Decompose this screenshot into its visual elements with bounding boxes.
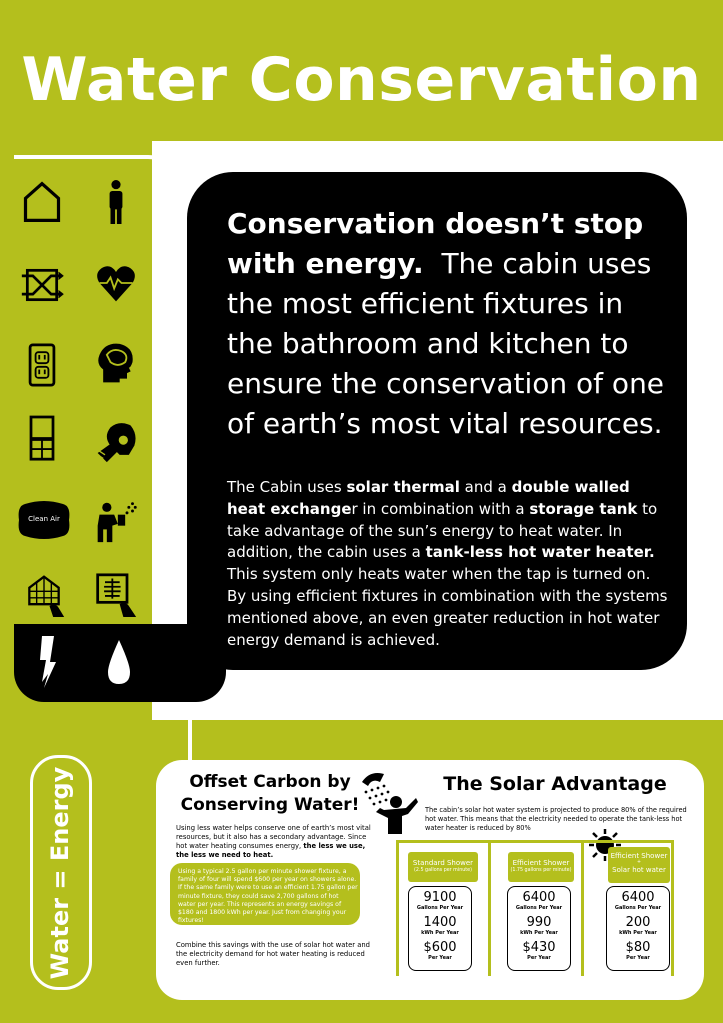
cough-icon	[94, 416, 138, 468]
clean-air-icon	[17, 498, 71, 542]
comparison-divider-3	[581, 840, 584, 976]
comparison-top-bar	[396, 840, 674, 843]
efficient-data-box: 6400 Gallons Per Year 990 kWh Per Year $430 Per Year	[507, 886, 571, 971]
page-title: Water Conservation	[21, 45, 702, 115]
water-drop-icon[interactable]	[104, 634, 134, 690]
solar-data-box: 6400 Gallons Per Year 200 kWh Per Year $80 Per Year	[606, 886, 670, 971]
offset-body-2: Combine this savings with the use of solar hot water and the electricity demand for hot water heating is reduced even further.	[176, 941, 370, 967]
lightning-icon[interactable]	[32, 634, 62, 690]
outlet-icon	[20, 339, 64, 391]
offset-body: Using less water helps conserve one of earth’s most vital resources, but it also has a secondary advantage. Since hot water heating consumes energy, the less we use, the less we need to heat.	[176, 824, 371, 859]
heart-icon	[94, 257, 138, 309]
headline-bold: Conservation doesn’t stop with energy.	[227, 207, 644, 280]
brain-icon	[94, 338, 138, 390]
comparison-divider-1	[396, 840, 399, 976]
headline	[227, 204, 667, 444]
efficient-shower-label: Efficient Shower (1.75 gallons per minute)	[508, 852, 574, 882]
xray-icon	[94, 569, 138, 621]
solar-shower-label: Efficient Shower + Solar hot water	[608, 847, 670, 883]
standard-shower-label: Standard Shower (2.5 gallons per minute)	[408, 852, 478, 882]
solar-body: The cabin’s solar hot water system is projected to produce 80% of the required hot water. This means that the electricity needed to operate the tank-less hot water heater is reduced by 80%	[425, 806, 687, 832]
side-label: Water = Energy	[46, 766, 74, 980]
offset-title: Offset Carbon by Conserving Water!	[180, 772, 360, 815]
headline-text: The cabin uses the most efficient fixtures in the bathroom and kitchen to ensure the conservation of one of earth’s most vital resources.	[227, 247, 665, 440]
comparison-divider-2	[488, 840, 491, 976]
greenhouse-icon	[22, 569, 66, 621]
savings-callout-text: Using a typical 2.5 gallon per minute shower fixture, a family of four will spend $600 per year on showers alone. If the same family were to use an efficient 1.75 gallon per minute fixture, they could save 2,700 gallons of hot water per year. This represents an energy savings of $180 and 1800 kWh per year. Just from changing your fixtures!	[178, 868, 358, 925]
comparison-divider-4	[671, 840, 674, 976]
body-paragraph: The Cabin uses solar thermal and a double walled heat exchanger in combination with a storage tank to take advantage of the sun’s energy to heat water. In addition, the cabin uses a tank-less hot water heater. This system only heats water when the tap is turned on. By using efficient fixtures in combination with the systems mentioned above, an even greater reduction in hot water energy demand is achieved.	[227, 478, 668, 649]
spray-icon	[94, 496, 138, 548]
window-icon	[20, 413, 64, 465]
standard-data-box: 9100 Gallons Per Year 1400 kWh Per Year $600 Per Year	[408, 886, 472, 971]
solar-title: The Solar Advantage	[443, 773, 667, 795]
person-icon	[94, 176, 138, 228]
shower-person-icon	[358, 768, 420, 838]
fan-cross-icon	[20, 259, 64, 311]
clean-air-label: Clean Air	[28, 515, 60, 523]
house-icon	[20, 176, 64, 228]
